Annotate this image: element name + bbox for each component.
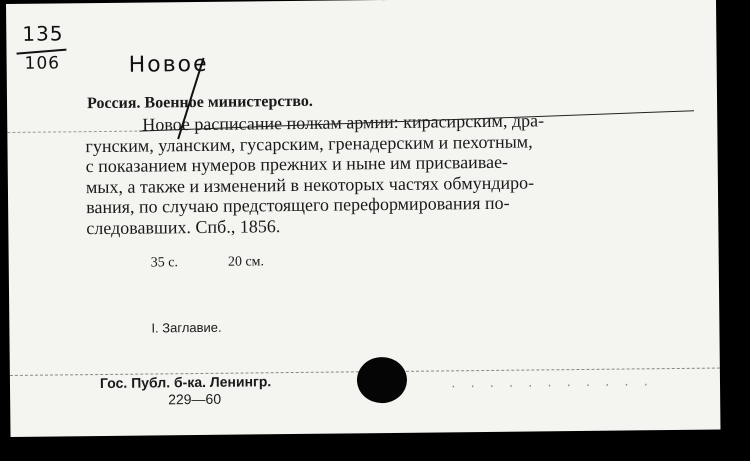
- collation-line: [151, 254, 264, 271]
- description-line: с показанием нумеров прежних и ныне им присваивае-: [85, 151, 509, 177]
- handwritten-word: Новое: [128, 51, 209, 78]
- subject-entry: I. Заглавие.: [151, 319, 222, 336]
- description-line: гунским, уланским, гусарским, гренадерским и пехотным,: [85, 130, 533, 156]
- description-line: следовавших. Спб., 1856.: [86, 215, 281, 238]
- book-size: 20 см.: [227, 254, 265, 270]
- print-speckles: · · · · · · · · · · ·: [449, 378, 653, 394]
- card-heading: Россия. Военное министерство.: [86, 92, 313, 113]
- punch-hole: [357, 357, 407, 404]
- description-line: Новое расписание полкам армии: кирасирским, дра-: [142, 110, 545, 135]
- description-line: вания, по случаю предстоящего переформирования по-: [86, 192, 510, 218]
- description-line: мых, а также и изменений в некоторых частях обмундиро-: [85, 171, 535, 197]
- catalog-card: [6, 0, 720, 437]
- library-number: 229—60: [168, 390, 222, 408]
- call-number-bottom: 106: [24, 53, 61, 74]
- call-number-top: 135: [22, 21, 64, 46]
- page-count: 35 с.: [150, 255, 179, 271]
- library-name: Гос. Публ. б-ка. Ленингр.: [99, 373, 272, 392]
